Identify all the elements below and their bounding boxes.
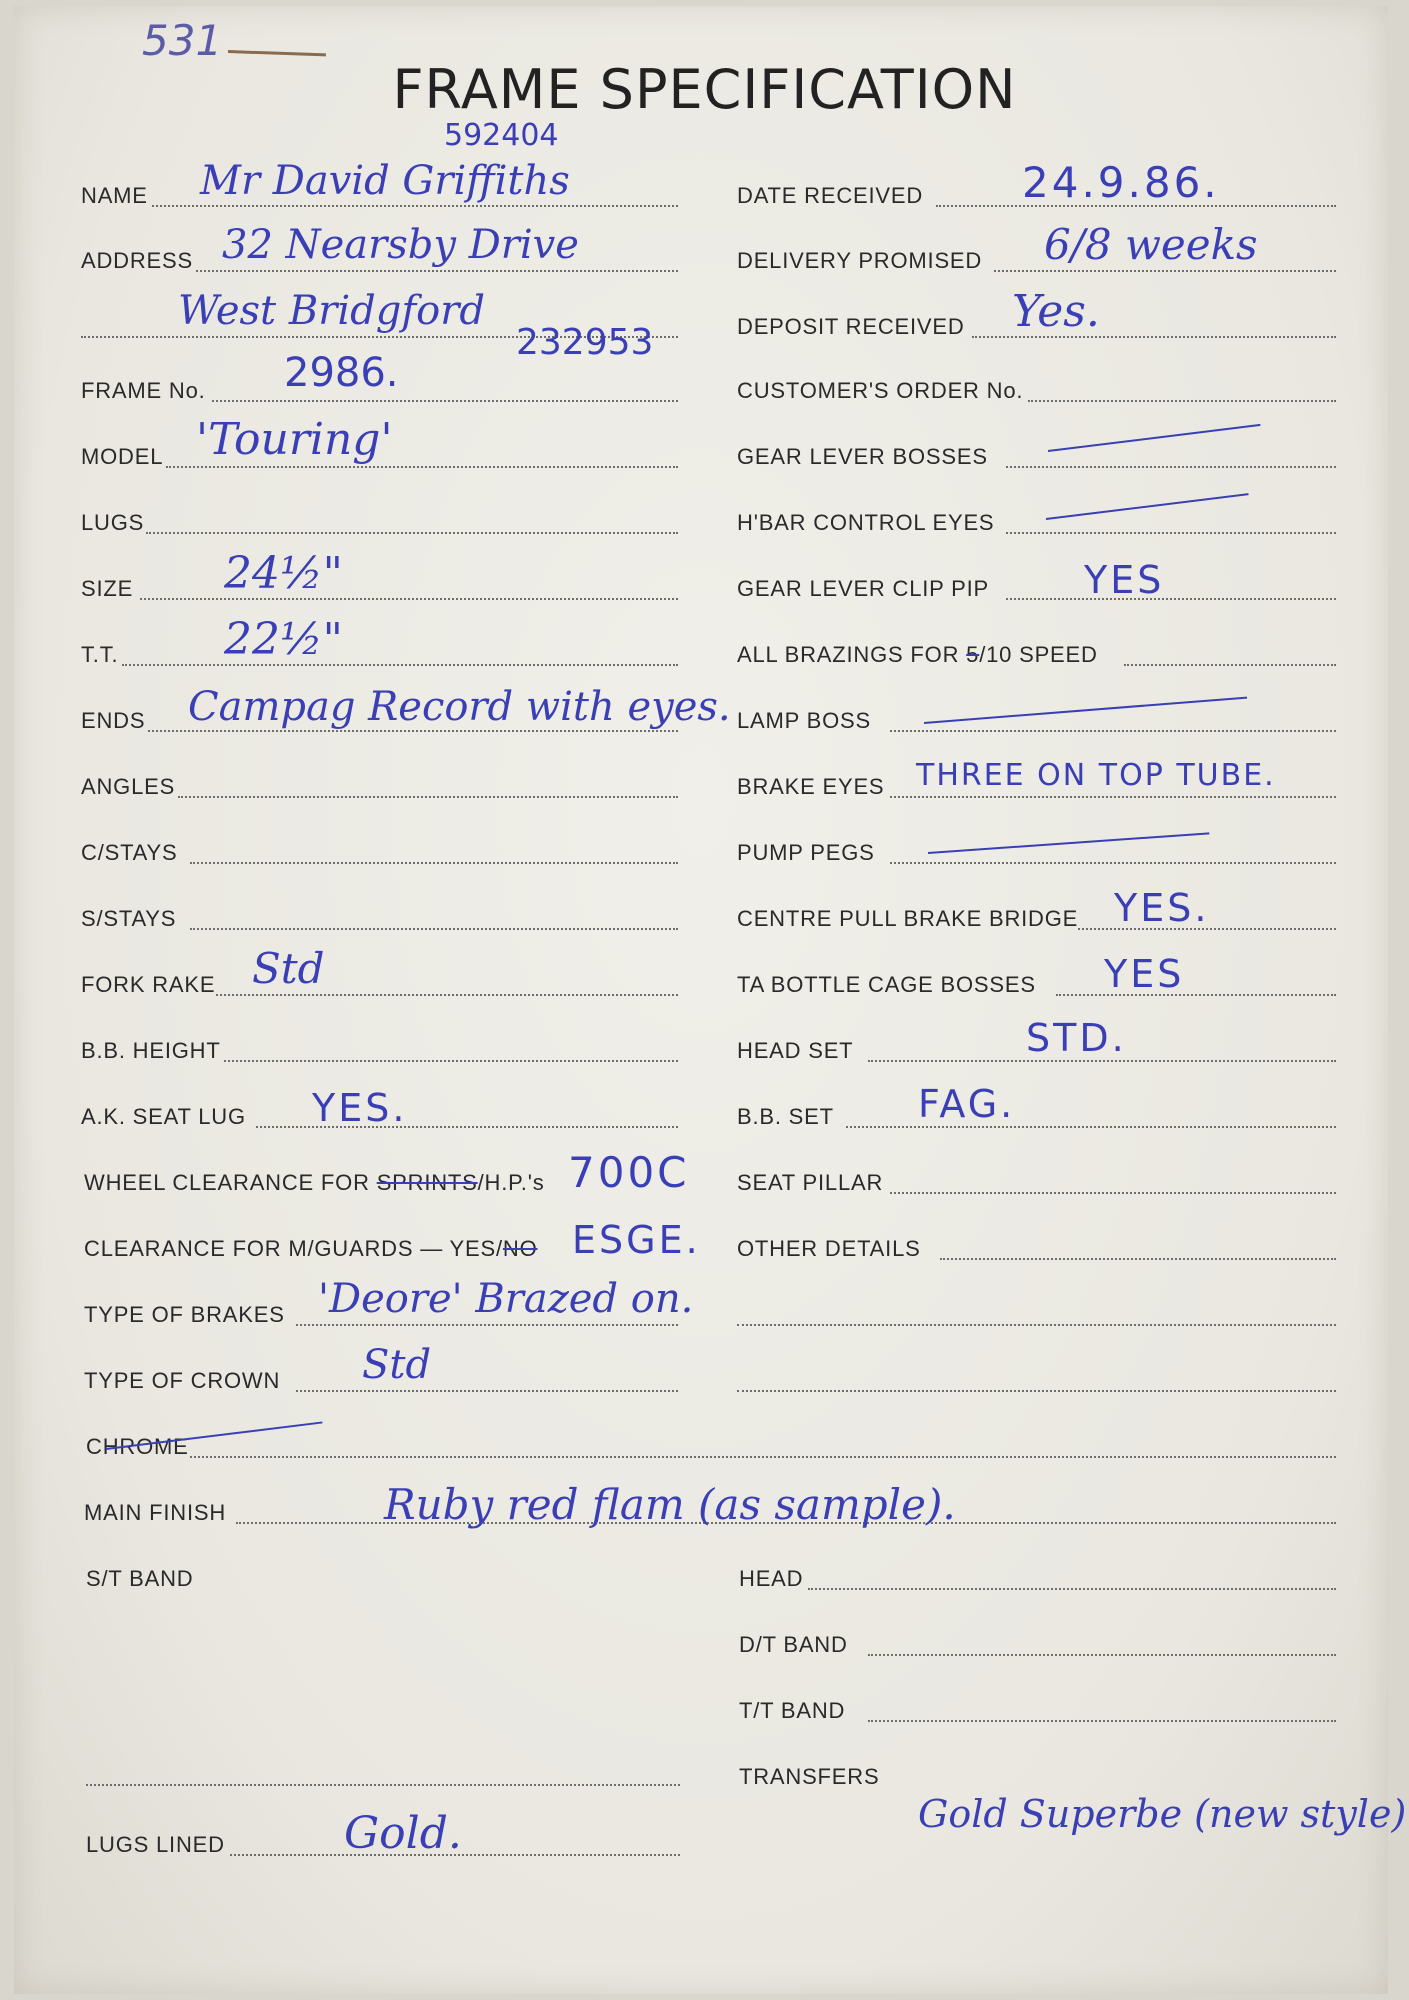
crown-label: TYPE OF CROWN: [84, 1368, 281, 1393]
frame-no-line: [212, 400, 678, 402]
crown-line: [296, 1390, 678, 1392]
frame-no-value: 2986.: [284, 350, 399, 396]
brakes-line: [296, 1324, 678, 1326]
model-value: 'Touring': [196, 414, 393, 465]
brazings-label-end: /10 SPEED: [979, 642, 1098, 667]
sstays-label: S/STAYS: [81, 906, 177, 931]
bb-set-value: FAG.: [918, 1082, 1016, 1126]
transfers-label: TRANSFERS: [739, 1764, 880, 1789]
brakes-label: TYPE OF BRAKES: [84, 1302, 285, 1327]
lugs-lined-value: Gold.: [344, 1808, 462, 1859]
wheel-clearance-label: [84, 1170, 545, 1196]
bb-height-label: B.B. HEIGHT: [81, 1038, 221, 1063]
other-details-line-1: [940, 1258, 1336, 1260]
name-label: NAME: [81, 183, 148, 208]
date-received-label: DATE RECEIVED: [737, 183, 924, 208]
size-line: [140, 598, 678, 600]
name-line: [152, 205, 678, 207]
cstays-line: [190, 862, 678, 864]
ends-line: [148, 730, 678, 732]
tt-band-label: T/T BAND: [739, 1698, 846, 1723]
bb-set-line: [846, 1126, 1336, 1128]
phone-value: 232953: [516, 322, 654, 363]
sstays-line: [190, 928, 678, 930]
wheel-clearance-label-start: WHEEL CLEARANCE FOR: [84, 1170, 377, 1195]
main-finish-label: MAIN FINISH: [84, 1500, 227, 1525]
pump-pegs-line: [890, 862, 1336, 864]
address-line-1: [196, 270, 678, 272]
file-number: 531: [142, 16, 223, 65]
ends-label: ENDS: [81, 708, 146, 733]
brake-eyes-label: BRAKE EYES: [737, 774, 885, 799]
tt-label: T.T.: [81, 642, 119, 667]
address-line1-value: 32 Nearsby Drive: [222, 222, 579, 268]
wheel-clearance-value: 700C: [568, 1148, 690, 1197]
model-label: MODEL: [81, 444, 164, 469]
mguards-struck: NO: [502, 1236, 538, 1261]
deposit-label: DEPOSIT RECEIVED: [737, 314, 965, 339]
frame-no-label: FRAME No.: [81, 378, 206, 403]
lugs-label: LUGS: [81, 510, 145, 535]
address-line2-value: West Bridgford: [178, 288, 485, 334]
brake-eyes-value: THREE ON TOP TUBE.: [916, 758, 1276, 793]
ak-seat-lug-label: A.K. SEAT LUG: [81, 1104, 246, 1129]
chrome-line: [190, 1456, 1336, 1458]
crown-value: Std: [362, 1342, 432, 1388]
transfers-value: Gold Superbe (new style): [918, 1792, 1407, 1836]
other-details-label: OTHER DETAILS: [737, 1236, 921, 1261]
dt-band-label: D/T BAND: [739, 1632, 848, 1657]
angles-label: ANGLES: [81, 774, 176, 799]
size-label: SIZE: [81, 576, 134, 601]
bb-height-line: [224, 1060, 678, 1062]
st-band-line: [86, 1784, 680, 1786]
main-finish-value: Ruby red flam (as sample).: [384, 1480, 956, 1529]
other-details-line-3: [737, 1390, 1336, 1392]
brazings-label-start: ALL BRAZINGS FOR: [737, 642, 967, 667]
fork-rake-line: [216, 994, 678, 996]
wheel-clearance-label-end: /H.P.'s: [477, 1170, 545, 1195]
reference-number: 592404: [444, 118, 559, 153]
head-set-value: STD.: [1026, 1016, 1127, 1060]
other-details-line-2: [737, 1324, 1336, 1326]
clip-pip-line: [1006, 598, 1336, 600]
mguards-value: ESGE.: [572, 1218, 701, 1262]
name-value: Mr David Griffiths: [200, 158, 570, 204]
page-title: FRAME SPECIFICATION: [392, 58, 1017, 121]
order-no-line: [1028, 400, 1336, 402]
lugs-lined-label: LUGS LINED: [86, 1832, 225, 1857]
lugs-line: [146, 532, 678, 534]
fork-rake-value: Std: [252, 944, 325, 993]
gear-bosses-line: [1006, 466, 1336, 468]
ends-value: Campag Record with eyes.: [188, 684, 731, 730]
cp-bridge-value: YES.: [1114, 886, 1210, 930]
mguards-label: [84, 1236, 537, 1262]
st-band-label: S/T BAND: [86, 1566, 194, 1591]
brazings-line: [1124, 664, 1336, 666]
clip-pip-value: YES: [1084, 558, 1165, 602]
head-set-label: HEAD SET: [737, 1038, 854, 1063]
wheel-clearance-struck: SPRINTS: [376, 1170, 478, 1195]
angles-line: [178, 796, 678, 798]
brazings-struck: 5: [966, 642, 980, 667]
hbar-eyes-label: H'BAR CONTROL EYES: [737, 510, 995, 535]
clip-pip-label: GEAR LEVER CLIP PIP: [737, 576, 990, 601]
ta-bosses-value: YES: [1104, 952, 1185, 996]
seat-pillar-label: SEAT PILLAR: [737, 1170, 884, 1195]
head-label: HEAD: [739, 1566, 804, 1591]
chrome-label: CHROME: [86, 1434, 189, 1459]
dt-band-line: [868, 1654, 1336, 1656]
gear-bosses-label: GEAR LEVER BOSSES: [737, 444, 988, 469]
tt-value: 22½": [224, 614, 343, 665]
delivery-label: DELIVERY PROMISED: [737, 248, 983, 273]
order-no-label: CUSTOMER'S ORDER No.: [737, 378, 1024, 403]
pump-pegs-label: PUMP PEGS: [737, 840, 875, 865]
lamp-boss-label: LAMP BOSS: [737, 708, 871, 733]
seat-pillar-line: [890, 1192, 1336, 1194]
brake-eyes-line: [890, 796, 1336, 798]
bb-set-label: B.B. SET: [737, 1104, 834, 1129]
date-received-value: 24.9.86.: [1022, 158, 1220, 207]
cp-bridge-label: CENTRE PULL BRAKE BRIDGE: [737, 906, 1079, 931]
tt-line: [122, 664, 678, 666]
size-value: 24½": [224, 548, 343, 599]
hbar-eyes-line: [1006, 532, 1336, 534]
head-line: [808, 1588, 1336, 1590]
mguards-label-start: CLEARANCE FOR M/GUARDS — YES/: [84, 1236, 503, 1261]
delivery-line: [994, 270, 1336, 272]
address-label: ADDRESS: [81, 248, 193, 273]
ak-seat-lug-value: YES.: [312, 1086, 408, 1130]
ta-bosses-line: [1056, 994, 1336, 996]
fork-rake-label: FORK RAKE: [81, 972, 216, 997]
delivery-value: 6/8 weeks: [1044, 220, 1258, 269]
lamp-boss-line: [890, 730, 1336, 732]
deposit-value: Yes.: [1012, 286, 1100, 337]
head-set-line: [868, 1060, 1336, 1062]
brazings-label: [737, 642, 1098, 668]
cstays-label: C/STAYS: [81, 840, 178, 865]
tt-band-line: [868, 1720, 1336, 1722]
ta-bosses-label: TA BOTTLE CAGE BOSSES: [737, 972, 1036, 997]
brakes-value: 'Deore' Brazed on.: [318, 1276, 694, 1322]
model-line: [166, 466, 678, 468]
